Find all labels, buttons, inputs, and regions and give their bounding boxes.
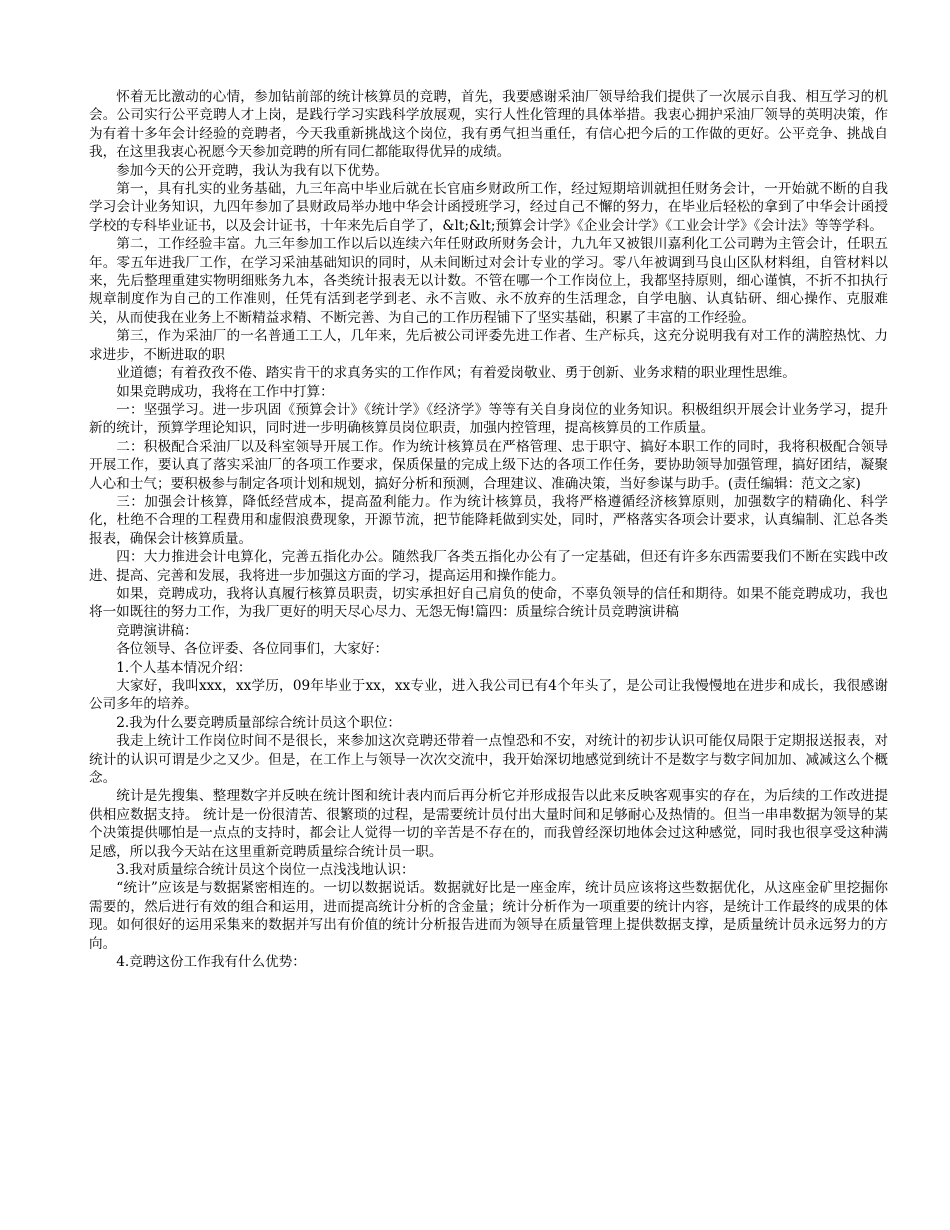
paragraph: 大家好，我叫xxx，xx学历，09年毕业于xx，xx专业，进入我公司已有4个年头了，是公司让我慢慢地在进步和成长，我很感谢公司多年的培养。 [89, 678, 888, 713]
paragraph: 三：加强会计核算，降低经营成本，提高盈利能力。作为统计核算员，我将严格遵循经济核算原则，加强数字的精确化、科学化，杜绝不合理的工程费用和虚假浪费现象，开源节流，把节能降耗做到实处，同时，严格落实各项会计要求，认真编制、汇总各类报表，确保会计核算质量。 [89, 493, 888, 547]
paragraph: 竞聘演讲稿： [116, 622, 198, 639]
paragraph: 2.我为什么要竞聘质量部综合统计员这个职位： [116, 714, 402, 731]
paragraph: 怀着无比激动的心情，参加钻前部的统计核算员的竞聘，首先，我要感谢采油厂领导给我们提供了一次展示自我、相互学习的机会。公司实行公平竞聘人才上岗，是践行学习实践科学放展观，实行人性化管理的具体举措。我衷心拥护采油厂领导的英明决策，作为有着十多年会计经验的竞聘者，今天我重新挑战这个岗位，我有勇气担当重任，有信心把今后的工作做的更好。公平竞争、挑战自我，在这里我衷心祝愿今天参加竞聘的所有同仁都能取得优异的成绩。 [89, 89, 888, 161]
paragraph: 第三，作为采油厂的一名普通工工人，几年来，先后被公司评委先进工作者、生产标兵，这充分说明我有对工作的满腔热忱、力求进步，不断进取的职 [89, 328, 888, 363]
paragraph: 业道德；有着孜孜不倦、踏实肯干的求真务实的工作作风；有着爱岗敬业、勇于创新、业务求精的职业理性思维。 [116, 365, 796, 382]
paragraph: 如果竞聘成功，我将在工作中打算： [116, 383, 334, 400]
paragraph: 1.个人基本情况介绍： [116, 659, 252, 676]
paragraph: 四：大力推进会计电算化，完善五指化办公。随然我厂各类五指化办公有了一定基础，但还有许多东西需要我们不断在实践中改进、提高、完善和发展，我将进一步加强这方面的学习，提高运用和操作能力。 [89, 549, 888, 584]
paragraph: 参加今天的公开竞聘，我认为我有以下优势。 [116, 162, 389, 179]
paragraph: 如果，竞聘成功，我将认真履行核算员职责，切实承担好自己肩负的使命，不辜负领导的信任和期待。如果不能竞聘成功，我也将一如既往的努力工作，为我厂更好的明天尽心尽力、无怨无悔!篇四：质量综合统计员竞聘演讲稿 [89, 585, 888, 621]
paragraph: 各位领导、各位评委、各位同事们，大家好： [116, 641, 389, 658]
paragraph: 一：坚强学习。进一步巩固《预算会计》《统计学》《经济学》等等有关自身岗位的业务知识。积极组织开展会计业务学习，提升新的统计，预算学理论知识，同时进一步明确核算员岗位职责，加强内控管理，提高核算员的工作质量。 [89, 401, 888, 437]
paragraph: 第二，工作经验丰富。九三年参加工作以后以连续六年任财政所财务会计，九九年又被银川嘉利化工公司聘为主管会计，任职五年。零五年进我厂工作，在学习采油基础知识的同时，从未间断过对会计专业的学习。零八年被调到马良山区队材料组，自管材料以来，先后整理重建实物明细账务九本，各类统计报表无以计数。不管在哪一个工作岗位上，我都坚持原则，细心谨慎，不折不扣执行规章制度作为自己的工作准则，任凭有活到老学到老、永不言败、永不放弃的生活理念，自学电脑、认真钻研、细心操作、克服难关，从而使我在业务上不断精益求精、不断完善、为自己的工作历程铺下了坚实基础，积累了丰富的工作经验。 [89, 236, 888, 326]
paragraph: 统计是先搜集、整理数字并反映在统计图和统计表内而后再分析它并形成报告以此来反映客观事实的存在，为后续的工作改进提供相应数据支持。 统计是一份很清苦、很繁琐的过程，是需要统计员付出大量时间和足够耐心及热情的。但当一串串数据为领导的某个决策提供哪怕是一点点的支持时，都会让人觉得一切的辛苦是不存在的，而我曾经深切地体会过这种感觉，同时我也很享受这种满足感，所以我今天站在这里重新竞聘质量综合统计员一职。 [89, 788, 888, 860]
document-body [89, 88, 888, 972]
paragraph: 4.竞聘这份工作我有什么优势： [116, 954, 306, 971]
paragraph: 3.我对质量综合统计员这个岗位一点浅浅地认识： [116, 862, 415, 879]
paragraph: “统计”应该是与数据紧密相连的。一切以数据说话。数据就好比是一座金库，统计员应该将这些数据优化，从这座金矿里挖掘你需要的，然后进行有效的组合和运用，进而提高统计分析的含金量；统计分析作为一项重要的统计内容，是统计工作最终的成果的体现。如何很好的运用采集来的数据并写出有价值的统计分析报告进而为领导在质量管理上提供数据支撑，是质量统计员永远努力的方向。 [89, 880, 888, 952]
paragraph: 我走上统计工作岗位时间不是很长，来参加这次竞聘还带着一点惶恐和不安，对统计的初步认识可能仅局限于定期报送报表，对统计的认识可谓是少之又少。但是，在工作上与领导一次次交流中，我开始深切地感觉到统计不是数字与数字间加加、减减这么个概念。 [89, 733, 888, 787]
paragraph: 二：积极配合采油厂以及科室领导开展工作。作为统计核算员在严格管理、忠于职守、搞好本职工作的同时，我将积极配合领导开展工作，要认真了落实采油厂的各项工作要求，保质保量的完成上级下达的各项工作任务，要协助领导加强管理，搞好团结，凝聚人心和士气；要积极参与制定各项计划和规划，搞好分析和预测，合理建议、准确决策，当好参谋与助手。(责任编辑：范文之家) [89, 438, 888, 492]
paragraph: 第一，具有扎实的业务基础，九三年高中毕业后就在长官庙乡财政所工作，经过短期培训就担任财务会计，一开始就不断的自我学习会计业务知识，九四年参加了县财政局举办地中华会计函授班学习，经过自己不懈的努力，在毕业后轻松的拿到了中华会计函授学校的专科毕业证书，以及会计证书，十年来先后自学了，&lt;&lt;预算会计学》《企业会计学》《工业会计学》《会计法》等等学科。 [89, 181, 888, 234]
